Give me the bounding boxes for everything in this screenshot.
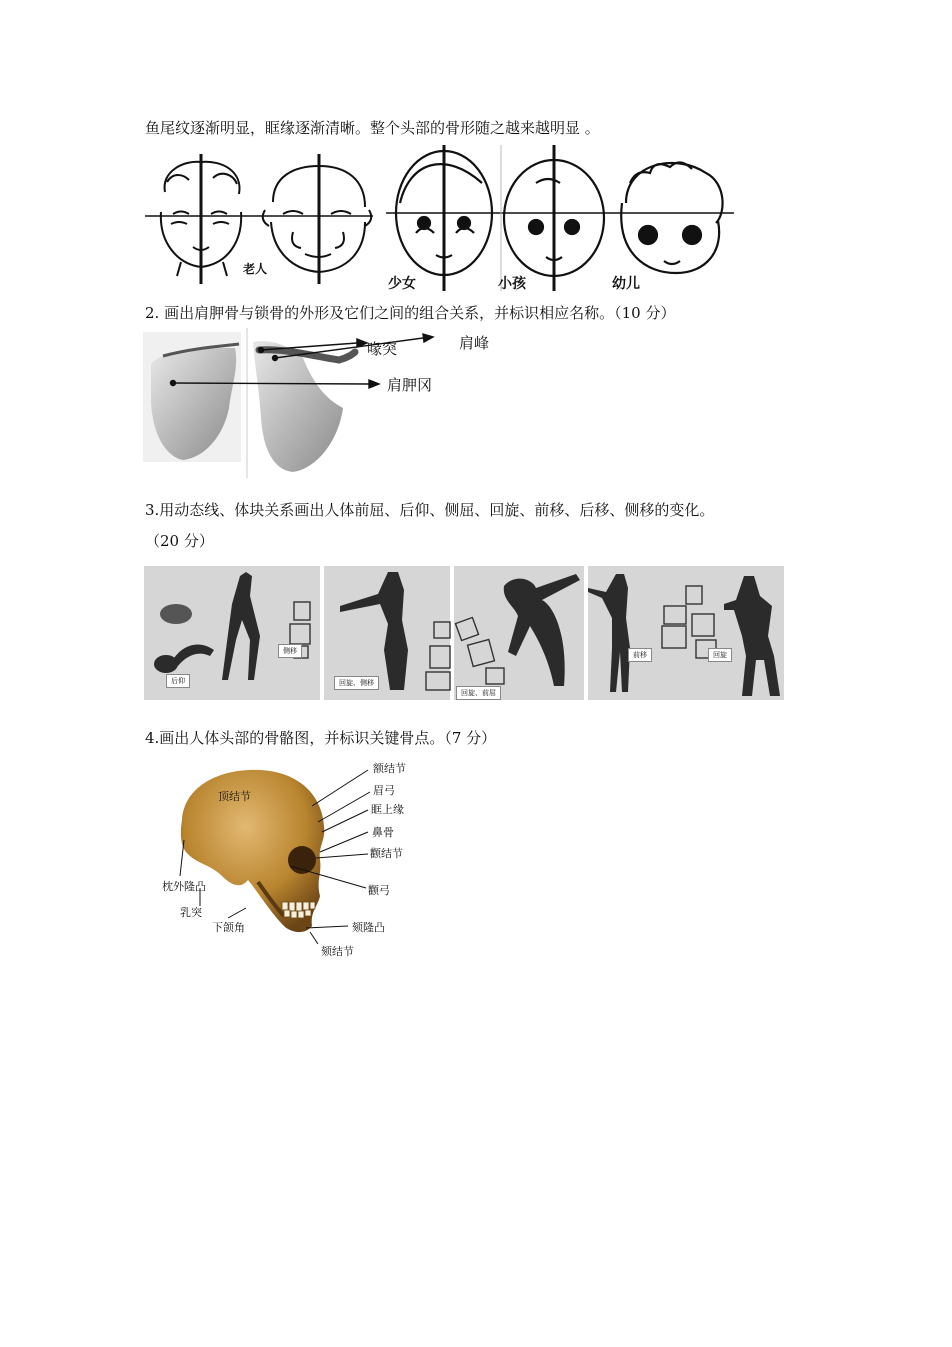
tag-lateral-shift: 侧移 [278,644,302,658]
tag-rotate-shift: 回旋、侧移 [334,676,379,690]
tag-rotation: 回旋 [708,648,732,662]
baby-label: 幼儿 [612,276,640,292]
skull-label-chin-protuberance: 颏隆凸 [352,921,385,934]
tag-rotate-flex: 回旋、前屈 [456,686,501,700]
scapula-drawing [143,328,453,478]
elderly-label: 老人 [243,262,268,276]
scapular-spine-label: 肩胛冈 [387,376,433,394]
skull-label-mandible-angle: 下颌角 [212,921,245,934]
skull-label-brow-arch: 眉弓 [373,784,395,797]
question-3-line-2: （20 分） [145,532,214,550]
skull-label-zygomatic-arch: 颧弓 [368,884,390,897]
young-faces-drawing [386,143,734,293]
girl-label: 少女 [388,276,416,292]
scapula-figure [143,328,490,478]
body-motion-drawing [144,566,784,700]
skull-label-orbit-rim: 眶上缘 [371,803,404,816]
skull-label-occipital: 枕外隆凸 [162,880,206,893]
skull-label-frontal-node: 额结节 [373,762,406,775]
skull-label-top-node: 顶结节 [218,790,251,803]
acromion-label: 肩峰 [459,334,490,352]
body-motion-figures [144,566,784,700]
child-label: 小孩 [498,276,526,292]
skull-figure [160,756,420,962]
question-3-line-1: 3.用动态线、体块关系画出人体前屈、后仰、侧屈、回旋、前移、后移、侧移的变化。 [145,501,715,519]
young-faces-figure [386,143,734,293]
skull-label-mastoid: 乳突 [180,906,202,919]
skull-label-chin-node: 颏结节 [321,945,354,958]
skull-label-nasal-bone: 鼻骨 [372,826,394,839]
question-2: 2. 画出肩胛骨与锁骨的外形及它们之间的组合关系，并标识相应名称。（10 分） [145,304,676,322]
coracoid-label: 喙突 [367,340,398,358]
tag-forward-shift: 前移 [628,648,652,662]
intro-line: 鱼尾纹逐渐明显，眶缘逐渐清晰。整个头部的骨形随之越来越明显 。 [145,119,600,137]
question-4: 4.画出人体头部的骨骼图，并标识关键骨点。（7 分） [145,729,497,747]
elderly-faces-figure [143,152,375,287]
skull-label-zygomatic-node: 颧结节 [370,847,403,860]
tag-back-bend: 后仰 [166,674,190,688]
